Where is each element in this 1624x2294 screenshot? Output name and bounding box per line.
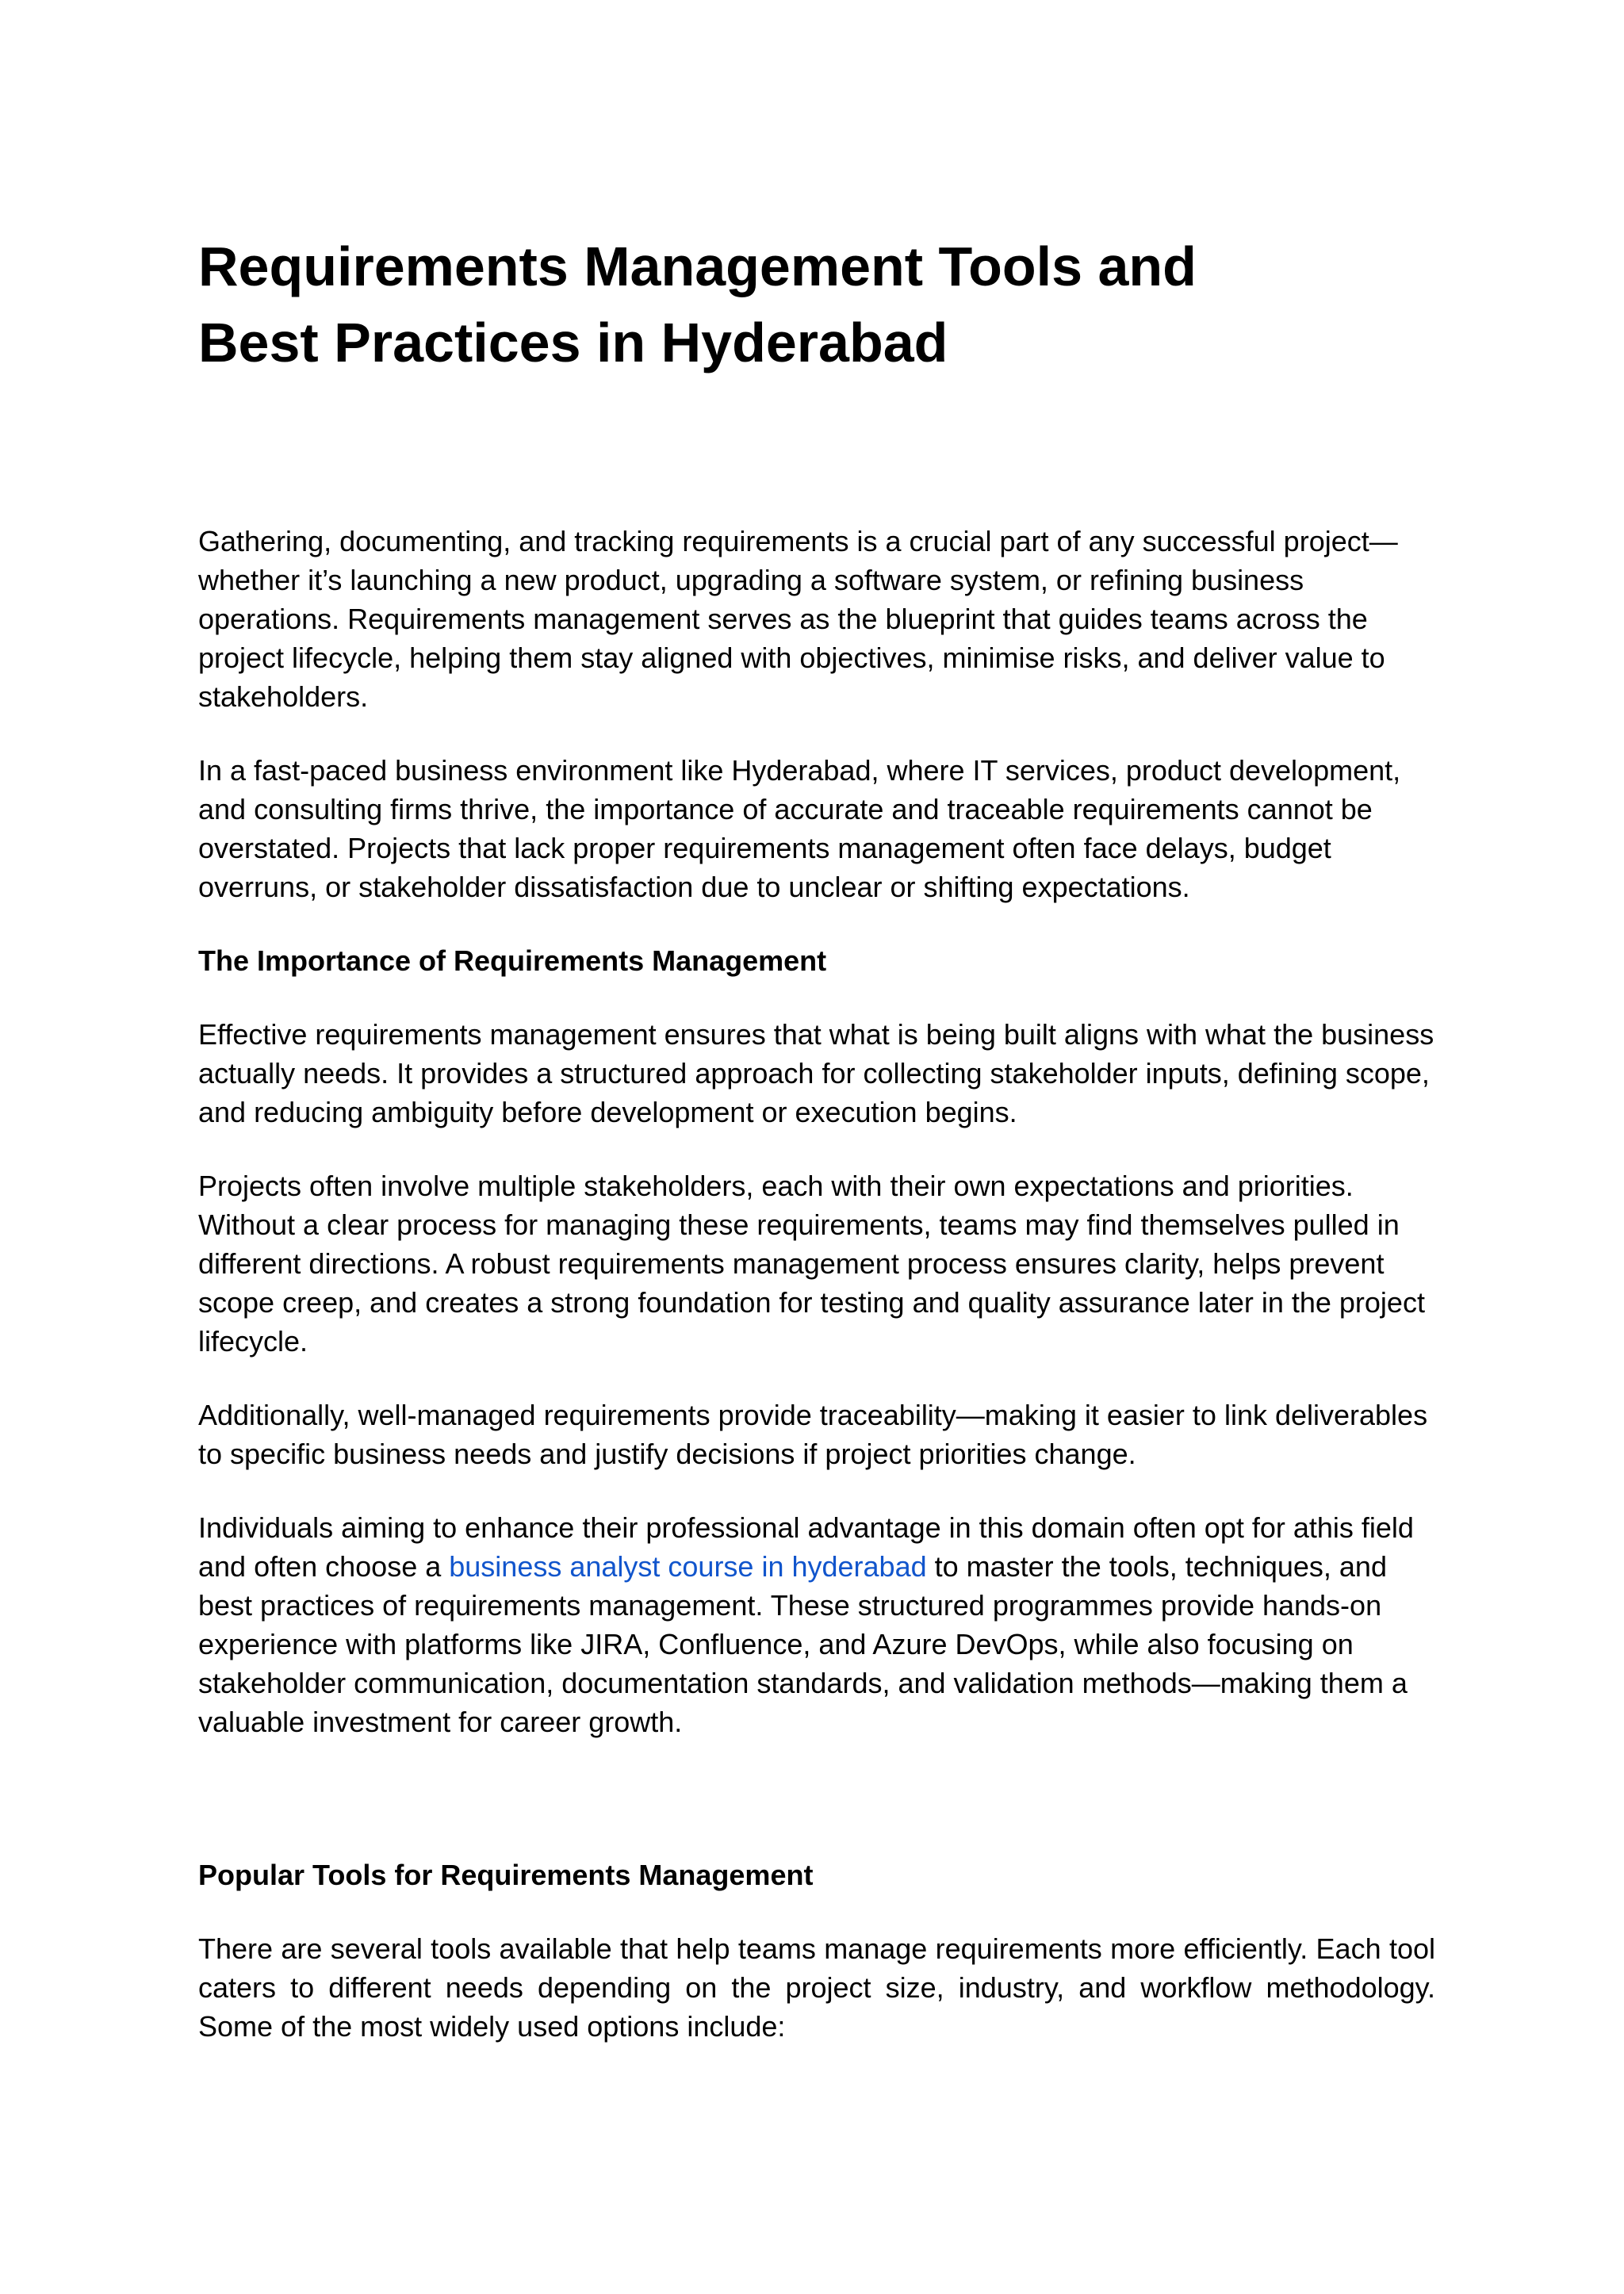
intro-paragraph-1: Gathering, documenting, and tracking requirements is a crucial part of any successful project—whether it’s launching a new product, upgrading a software system, or refining business operations. Requirements management serves as the blueprint that guides teams across the project lifecycle, helping them stay aligned with objectives, minimise risks, and deliver value to stakeholders. [198,525,1398,713]
document-title [198,228,1435,381]
importance-paragraph-3: Additionally, well-managed requirements provide traceability—making it easier to link deliverables to specific business needs and justify decisions if project priorities change. [198,1399,1428,1470]
paragraph-4-text-after-link: to master the tools, techniques, and best practices of requirements management. These structured programmes provide hands-on experience with platforms like JIRA, Confluence, and Azure DevOps, while also focusing on stakeholder communication, documentation standards, and validation methods—making them a valuable investment for career growth. [198,1550,1408,1738]
business-analyst-course-link[interactable]: business analyst course in hyderabad [449,1550,927,1583]
title-line-2: Best Practices in Hyderabad [198,312,948,373]
section-spacer [198,1776,1435,1855]
section-heading-popular-tools: Popular Tools for Requirements Management [198,1859,814,1891]
title-spacer [198,381,1435,522]
document-content [198,228,1435,2081]
section-heading-importance: The Importance of Requirements Management [198,944,827,977]
title-line-1: Requirements Management Tools and [198,236,1197,297]
importance-paragraph-4 [198,1508,1435,1741]
importance-paragraph-1: Effective requirements management ensures that what is being built aligns with what the business actually needs. It provides a structured approach for collecting stakeholder inputs, defining scope, and reducing ambiguity before development or execution begins. [198,1018,1434,1128]
paragraph-4-text-before-link: Individuals aiming to enhance their professional advantage in this domain often opt for athis field and often choose a [198,1511,1414,1583]
intro-paragraph-2: In a fast-paced business environment like Hyderabad, where IT services, product development, and consulting firms thrive, the importance of accurate and traceable requirements cannot be overstated. Projects that lack proper requirements management often face delays, budget overruns, or stakeholder dissatisfaction due to unclear or shifting expectations. [198,754,1401,903]
popular-tools-paragraph-1: There are several tools available that help teams manage requirements more efficiently. Each tool caters to different needs depending on the project size, industry, and workflow methodology. Some of the most widely used options include: [198,1932,1435,2043]
importance-paragraph-2: Projects often involve multiple stakeholders, each with their own expectations and priorities. Without a clear process for managing these requirements, teams may find themselves pulled in different directions. A robust requirements management process ensures clarity, helps prevent scope creep, and creates a strong foundation for testing and quality assurance later in the project lifecycle. [198,1170,1425,1358]
